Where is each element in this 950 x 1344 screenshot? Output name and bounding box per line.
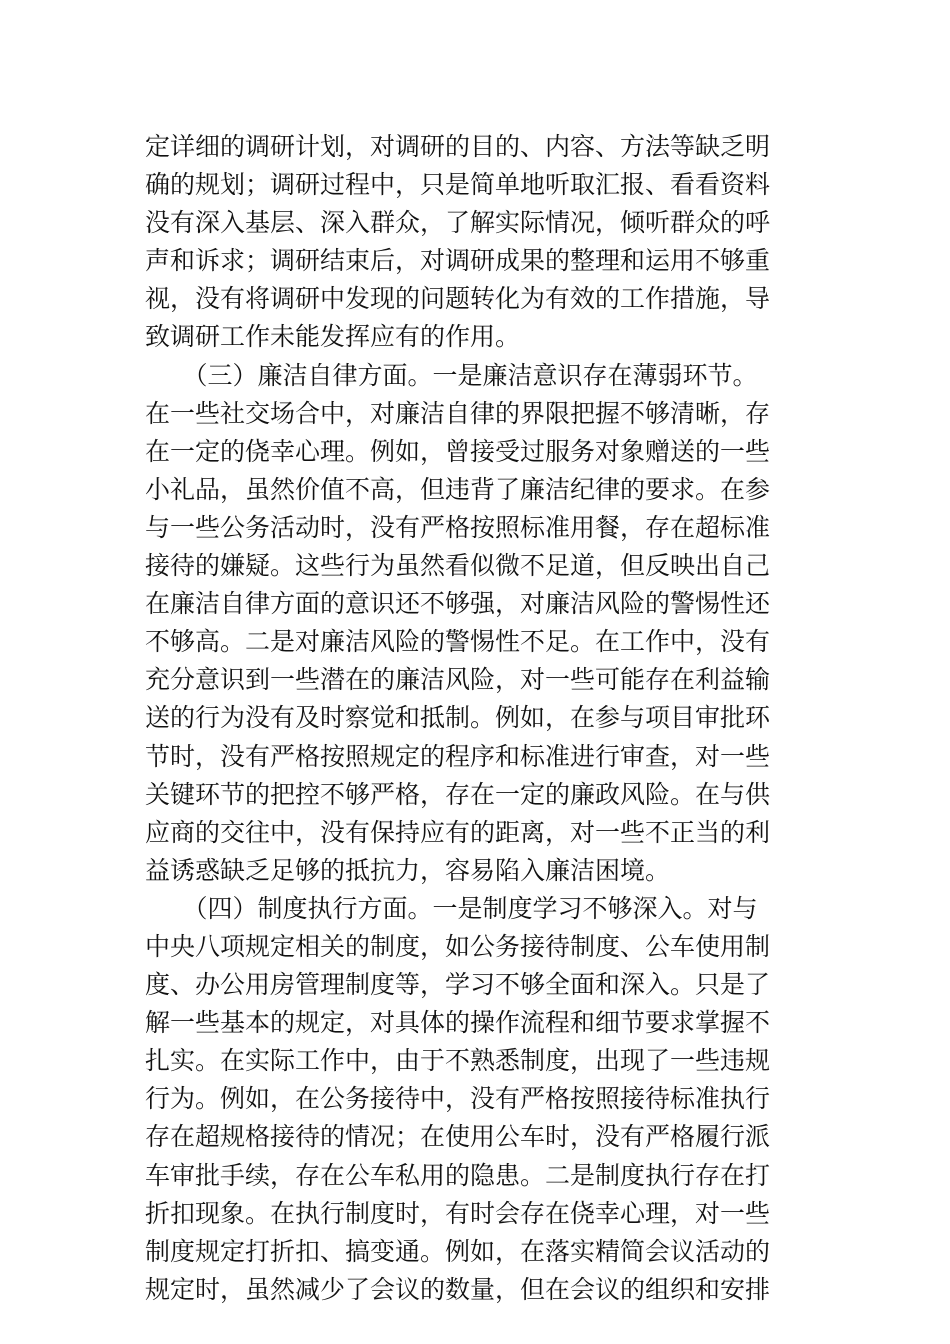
- text-line: 存在超规格接待的情况；在使用公车时，没有严格履行派: [145, 1122, 771, 1152]
- text-line: 与一些公务活动时，没有严格按照标准用餐，存在超标准: [145, 512, 771, 542]
- text-line: 车审批手续，存在公车私用的隐患。二是制度执行存在打: [145, 1160, 771, 1190]
- text-line: 折扣现象。在执行制度时，有时会存在侥幸心理，对一些: [145, 1198, 771, 1228]
- text-line: 小礼品，虽然价值不高，但违背了廉洁纪律的要求。在参: [145, 474, 771, 504]
- text-line: 在廉洁自律方面的意识还不够强，对廉洁风险的警惕性还: [145, 589, 771, 619]
- text-line: 节时，没有严格按照规定的程序和标准进行审查，对一些: [145, 741, 771, 771]
- text-line: 接待的嫌疑。这些行为虽然看似微不足道，但反映出自己: [145, 551, 771, 581]
- text-line: 度、办公用房管理制度等，学习不够全面和深入。只是了: [145, 970, 771, 1000]
- section-heading-line: （四）制度执行方面。一是制度学习不够深入。对与: [145, 893, 758, 923]
- text-line: 致调研工作未能发挥应有的作用。: [145, 322, 521, 352]
- text-line: 声和诉求；调研结束后，对调研成果的整理和运用不够重: [145, 246, 771, 276]
- text-line: 应商的交往中，没有保持应有的距离，对一些不正当的利: [145, 817, 771, 847]
- text-line: 视，没有将调研中发现的问题转化为有效的工作措施，导: [145, 284, 771, 314]
- document-body: [145, 128, 810, 1309]
- text-line: 制度规定打折扣、搞变通。例如，在落实精简会议活动的: [145, 1236, 771, 1266]
- text-line: 益诱惑缺乏足够的抵抗力，容易陷入廉洁困境。: [145, 855, 671, 885]
- text-line: 充分意识到一些潜在的廉洁风险，对一些可能存在利益输: [145, 665, 771, 695]
- text-line: 解一些基本的规定，对具体的操作流程和细节要求掌握不: [145, 1008, 771, 1038]
- text-line: 没有深入基层、深入群众，了解实际情况，倾听群众的呼: [145, 208, 771, 238]
- section-heading-line: （三）廉洁自律方面。一是廉洁意识存在薄弱环节。: [145, 360, 758, 390]
- text-line: 定详细的调研计划，对调研的目的、内容、方法等缺乏明: [145, 132, 771, 161]
- text-line: 不够高。二是对廉洁风险的警惕性不足。在工作中，没有: [145, 627, 771, 657]
- text-line: 扎实。在实际工作中，由于不熟悉制度，出现了一些违规: [145, 1046, 771, 1076]
- text-line: 中央八项规定相关的制度，如公务接待制度、公车使用制: [145, 931, 771, 961]
- text-line: 行为。例如，在公务接待中，没有严格按照接待标准执行: [145, 1084, 771, 1114]
- text-line: 在一些社交场合中，对廉洁自律的界限把握不够清晰，存: [145, 398, 771, 428]
- text-line: 确的规划；调研过程中，只是简单地听取汇报、看看资料: [145, 170, 771, 200]
- text-line: 规定时，虽然减少了会议的数量，但在会议的组织和安排: [145, 1274, 771, 1304]
- text-line: 送的行为没有及时察觉和抵制。例如，在参与项目审批环: [145, 703, 771, 733]
- text-line: 在一定的侥幸心理。例如，曾接受过服务对象赠送的一些: [145, 436, 771, 466]
- text-line: 关键环节的把控不够严格，存在一定的廉政风险。在与供: [145, 779, 771, 809]
